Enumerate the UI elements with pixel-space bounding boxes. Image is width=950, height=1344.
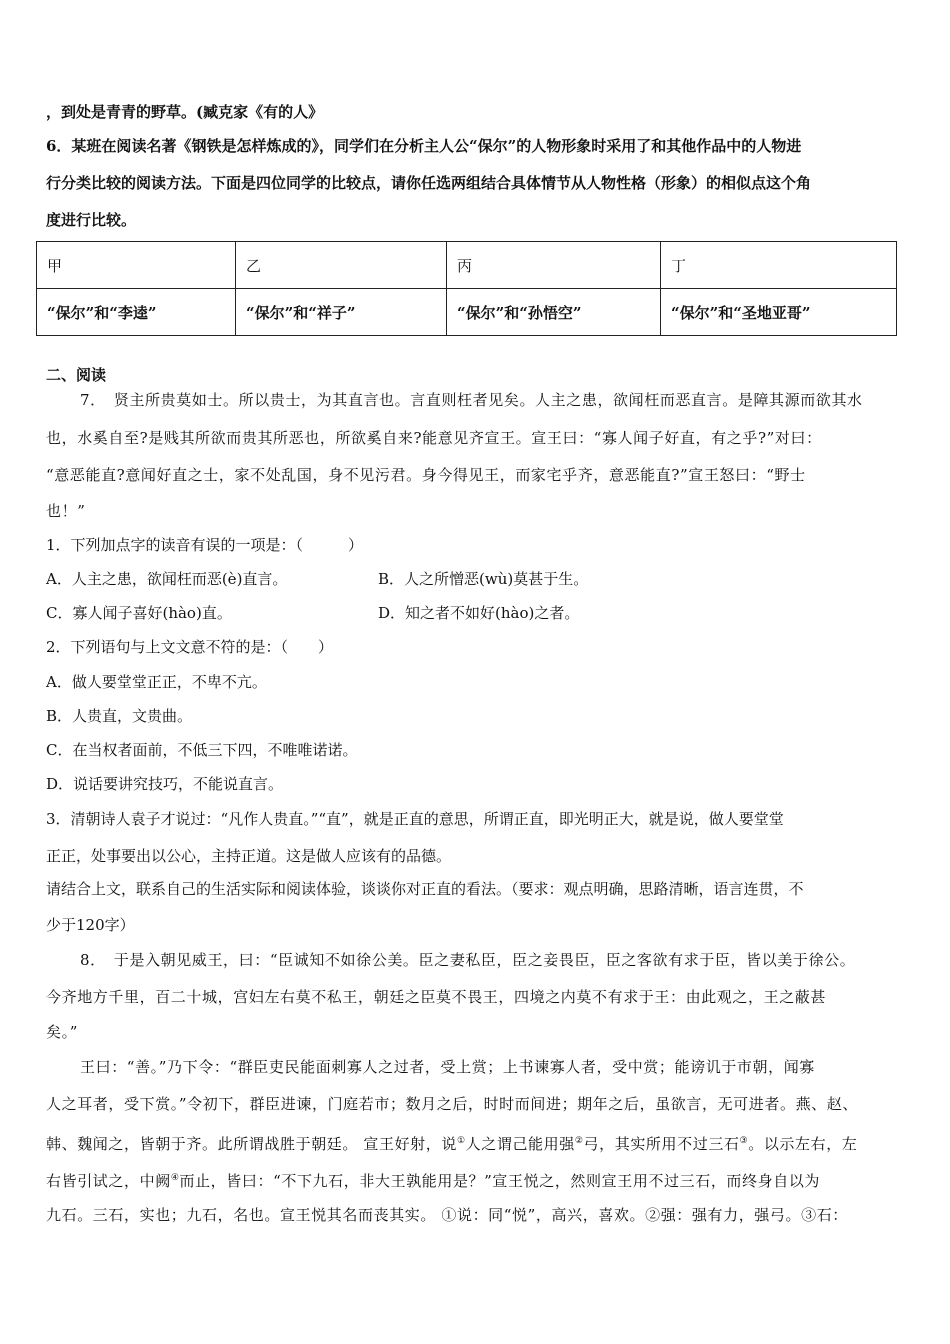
passage7-line-2: 也，水奚自至?是贱其所欲而贵其所恶也，所欲奚自来?能意见齐宣王。宣王曰：“寡人闻子好直，有之乎?”对曰：: [46, 429, 822, 447]
table-cell-ding: “保尔”和“圣地亚哥”: [661, 289, 897, 336]
passage8-line-3: 矣。”: [46, 1023, 78, 1041]
q3-line-4: 少于120字）: [46, 916, 135, 934]
passage8-line-4: 王曰：“善。”乃下令：“群臣吏民能面刺寡人之过者，受上赏；上书谏寡人者，受中赏；能谤讥于市朝，闻寡: [80, 1058, 815, 1076]
q3-line-2: 正正，处事要出以公心，主持正道。这是做人应该有的品德。: [46, 847, 452, 865]
passage8-line-6-text: 韩、魏闻之，皆朝于齐。此所谓战胜于朝廷。 宣王好射，说: [46, 1135, 457, 1153]
passage8-line-6: [46, 1131, 857, 1154]
passage8-line-7b: 而止，皆曰：“不下九石，非大王孰能用是？”宣王悦之，然则宣王用不过三石，而终身自以为: [179, 1172, 821, 1190]
passage8-line-6-mid: 人之谓己能用强: [465, 1135, 575, 1153]
table-cell-bing: “保尔”和“孙悟空”: [447, 289, 661, 336]
q1-stem: 1．下列加点字的读音有误的一项是：（ ）: [46, 536, 364, 554]
q6-line-1: 6．某班在阅读名著《钢铁是怎样炼成的》，同学们在分析主人公“保尔”的人物形象时采用了和其他作品中的人物进: [46, 137, 802, 155]
table-header-yi: 乙: [236, 242, 447, 289]
passage7-line-4: 也！”: [46, 502, 86, 520]
q2-option-a: A．做人要堂堂正正，不卑不亢。: [46, 673, 267, 691]
comparison-table: [36, 241, 897, 336]
passage8-line-6-end: 。以示左右，左: [748, 1135, 858, 1153]
footnote-marker-4: ④: [170, 1173, 180, 1183]
passage7-line-3: “意恶能直?意闻好直之士，家不处乱国，身不见污君。身今得见王，而家宅乎齐，意恶能直?”宣王怒曰：“野士: [46, 466, 806, 484]
table-cell-yi: “保尔”和“祥子”: [236, 289, 447, 336]
table-header-bing: 丙: [447, 242, 661, 289]
q1-option-d: D．知之者不如好(hào)之者。: [378, 604, 580, 622]
q2-stem: 2．下列语句与上文文意不符的是：（ ）: [46, 638, 334, 656]
passage8-line-7a: 右皆引试之，中阙: [46, 1172, 171, 1190]
q1-option-a: A．人主之患，欲闻枉而恶(è)直言。: [46, 570, 288, 588]
table-header-ding: 丁: [661, 242, 897, 289]
q1-option-c: C．寡人闻子喜好(hào)直。: [46, 604, 232, 622]
q1-option-b: B．人之所憎恶(wù)莫甚于生。: [378, 570, 589, 588]
footnote-marker-2: ②: [574, 1136, 584, 1146]
passage8-line-8: 九石。三石，实也；九石，名也。宣王悦其名而丧其实。 ①说：同“悦”，高兴，喜欢。②强：强有力，强弓。③石：: [46, 1206, 848, 1224]
footnote-marker-1: ①: [456, 1136, 466, 1146]
table-row: [37, 289, 897, 336]
passage8-line-1: 8． 于是入朝见威王，曰：“臣诚知不如徐公美。臣之妻私臣，臣之妾畏臣，臣之客欲有求于臣，皆以美于徐公。: [80, 951, 856, 969]
q5-tail: ，到处是青青的野草。(臧克家《有的人》: [46, 103, 324, 121]
q2-option-d: D．说话要讲究技巧，不能说直言。: [46, 775, 284, 793]
q6-line-3: 度进行比较。: [46, 211, 137, 229]
table-header-row: [37, 242, 897, 289]
passage8-line-7: [46, 1168, 820, 1191]
q3-line-3: 请结合上文，联系自己的生活实际和阅读体验，谈谈你对正直的看法。（要求：观点明确，思路清晰，语言连贯，不: [46, 880, 804, 898]
table-header-jia: 甲: [37, 242, 236, 289]
footnote-marker-3: ③: [739, 1136, 749, 1146]
q2-option-c: C．在当权者面前，不低三下四，不唯唯诺诺。: [46, 741, 358, 759]
passage7-line-1: 7． 贤主所贵莫如士。所以贵士，为其直言也。言直则枉者见矣。人主之患，欲闻枉而恶直言。是障其源而欲其水: [80, 391, 863, 409]
q3-line-1: 3．清朝诗人袁子才说过：“凡作人贵直。”“直”，就是正直的意思，所谓正直，即光明正大，就是说，做人要堂堂: [46, 810, 784, 828]
section-title: 二、阅读: [46, 366, 107, 384]
passage8-line-2: 今齐地方千里，百二十城，宫妇左右莫不私王，朝廷之臣莫不畏王，四境之内莫不有求于王：由此观之，王之蔽甚: [46, 988, 827, 1006]
passage8-line-6-mid2: 弓，其实所用不过三石: [583, 1135, 740, 1153]
q2-option-b: B．人贵直，文贵曲。: [46, 707, 193, 725]
table-cell-jia: “保尔”和“李逵”: [37, 289, 236, 336]
passage8-line-5: 人之耳者，受下赏。”令初下，群臣进谏，门庭若市；数月之后，时时而间进；期年之后，虽欲言，无可进者。燕、赵、: [46, 1095, 858, 1113]
q6-line-2: 行分类比较的阅读方法。下面是四位同学的比较点，请你任选两组结合具体情节从人物性格（形象）的相似点这个角: [46, 174, 812, 192]
